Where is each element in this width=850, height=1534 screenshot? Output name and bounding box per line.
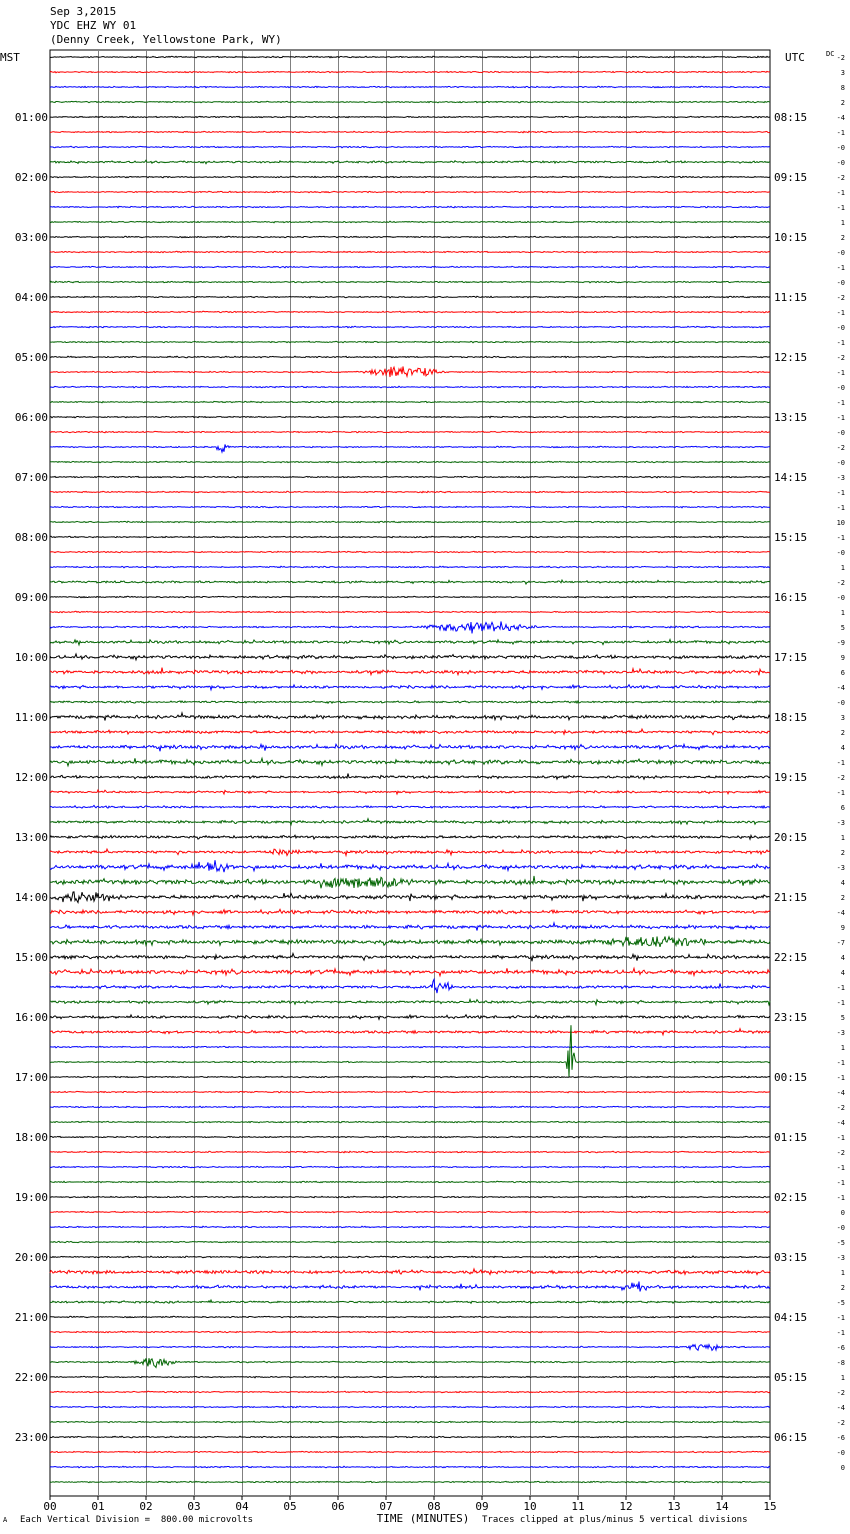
trace-line-28 xyxy=(50,476,770,478)
mst-hour-label: 20:00 xyxy=(14,1251,48,1264)
dc-offset-label: -1 xyxy=(836,264,845,272)
dc-offset-label: 2 xyxy=(840,894,845,902)
plot-date: Sep 3,2015 xyxy=(50,5,117,18)
dc-offset-label: -2 xyxy=(836,774,845,782)
dc-offset-label: -1 xyxy=(836,339,845,347)
x-tick-label: 02 xyxy=(139,1500,153,1513)
trace-line-44 xyxy=(50,713,770,721)
dc-offset-label: -1 xyxy=(836,1179,845,1187)
dc-offset-label: -1 xyxy=(836,1074,845,1082)
trace-line-87 xyxy=(50,1358,770,1367)
dc-offset-label: -5 xyxy=(836,1299,845,1307)
trace-line-43 xyxy=(50,701,770,703)
dc-offset-label: -4 xyxy=(836,684,845,692)
x-tick-label: 09 xyxy=(475,1500,489,1513)
trace-line-70 xyxy=(50,1106,770,1108)
x-tick-label: 00 xyxy=(43,1500,57,1513)
dc-offset-label: -3 xyxy=(836,474,845,482)
dc-offset-label: -3 xyxy=(836,1254,845,1262)
trace-line-68 xyxy=(50,1076,770,1078)
dc-offset-label: -4 xyxy=(836,909,845,917)
dc-offset-label: -3 xyxy=(836,1029,845,1037)
mst-hour-label: 07:00 xyxy=(14,471,48,484)
dc-offset-label: -0 xyxy=(836,549,845,557)
trace-line-50 xyxy=(50,805,770,808)
mst-hour-label: 23:00 xyxy=(14,1431,48,1444)
trace-line-3 xyxy=(50,101,770,103)
utc-hour-label: 04:15 xyxy=(774,1311,808,1324)
trace-line-73 xyxy=(50,1151,770,1153)
trace-line-95 xyxy=(50,1481,770,1483)
axis-labels xyxy=(0,50,845,1525)
mst-hour-label: 04:00 xyxy=(14,291,48,304)
trace-line-54 xyxy=(50,860,770,872)
mst-hour-label: 21:00 xyxy=(14,1311,48,1324)
utc-hour-label: 18:15 xyxy=(774,711,808,724)
mst-hour-label: 05:00 xyxy=(14,351,48,364)
dc-offset-label: -1 xyxy=(836,999,845,1007)
trace-line-9 xyxy=(50,191,770,193)
dc-offset-label: 3 xyxy=(840,69,845,77)
trace-line-62 xyxy=(50,979,770,993)
dc-offset-label: -0 xyxy=(836,1449,845,1457)
trace-line-72 xyxy=(50,1136,770,1138)
dc-offset-label: 2 xyxy=(840,729,845,737)
x-tick-label: 11 xyxy=(571,1500,585,1513)
utc-hour-label: 02:15 xyxy=(774,1191,808,1204)
dc-offset-label: -1 xyxy=(836,759,845,767)
trace-line-33 xyxy=(50,551,770,553)
dc-offset-label: -6 xyxy=(836,1344,845,1352)
utc-hour-label: 01:15 xyxy=(774,1131,808,1144)
dc-offset-label: 2 xyxy=(840,849,845,857)
trace-line-25 xyxy=(50,431,770,433)
dc-offset-label: -4 xyxy=(836,1089,845,1097)
dc-offset-label: 2 xyxy=(840,1284,845,1292)
utc-hour-label: 13:15 xyxy=(774,411,808,424)
dc-offset-label: -8 xyxy=(836,1359,845,1367)
trace-line-69 xyxy=(50,1091,770,1093)
trace-line-51 xyxy=(50,819,770,825)
trace-line-53 xyxy=(50,849,770,855)
utc-hour-label: 21:15 xyxy=(774,891,808,904)
trace-line-55 xyxy=(50,876,770,888)
dc-offset-label: 8 xyxy=(840,84,845,92)
dc-offset-label: -1 xyxy=(836,129,845,137)
dc-offset-label: 1 xyxy=(840,1044,845,1052)
dc-offset-label: -2 xyxy=(836,174,845,182)
trace-line-61 xyxy=(50,968,770,976)
trace-line-16 xyxy=(50,296,770,298)
utc-hour-label: 17:15 xyxy=(774,651,808,664)
trace-line-15 xyxy=(50,281,770,283)
dc-offset-label: 2 xyxy=(840,99,845,107)
trace-line-22 xyxy=(50,386,770,388)
dc-offset-label: 4 xyxy=(840,969,845,977)
dc-offset-label: -2 xyxy=(836,1149,845,1157)
scale-note: Each Vertical Division = 800.00 microvolts xyxy=(20,1515,253,1525)
dc-offset-label: 4 xyxy=(840,954,845,962)
trace-line-36 xyxy=(50,596,770,598)
dc-offset-label: -1 xyxy=(836,1329,845,1337)
dc-offset-label: -2 xyxy=(836,294,845,302)
trace-line-85 xyxy=(50,1331,770,1332)
trace-line-37 xyxy=(50,611,770,612)
trace-line-8 xyxy=(50,176,770,178)
mst-hour-label: 02:00 xyxy=(14,171,48,184)
dc-offset-label: 6 xyxy=(840,669,845,677)
trace-line-76 xyxy=(50,1196,770,1198)
trace-line-26 xyxy=(50,444,770,452)
dc-offset-label: -4 xyxy=(836,1119,845,1127)
dc-offset-label: -1 xyxy=(836,204,845,212)
x-tick-label: 04 xyxy=(235,1500,249,1513)
trace-line-60 xyxy=(50,953,770,961)
dc-offset-label: -1 xyxy=(836,1164,845,1172)
dc-offset-label: 5 xyxy=(840,624,845,632)
dc-offset-label: -1 xyxy=(836,189,845,197)
dc-offset-label: 9 xyxy=(840,654,845,662)
trace-line-21 xyxy=(50,366,770,377)
trace-line-19 xyxy=(50,341,770,343)
utc-hour-label: 09:15 xyxy=(774,171,808,184)
trace-line-41 xyxy=(50,668,770,676)
trace-line-34 xyxy=(50,566,770,568)
dc-offset-label: -2 xyxy=(836,1419,845,1427)
dc-offset-label: -4 xyxy=(836,114,845,122)
dc-offset-label: 1 xyxy=(840,834,845,842)
x-tick-label: 05 xyxy=(283,1500,297,1513)
x-tick-label: 15 xyxy=(763,1500,777,1513)
trace-line-64 xyxy=(50,1015,770,1020)
utc-hour-label: 15:15 xyxy=(774,531,808,544)
dc-offset-label: -3 xyxy=(836,819,845,827)
footer-mark: A xyxy=(3,1516,8,1524)
dc-offset-label: 1 xyxy=(840,1374,845,1382)
station-code: YDC EHZ WY 01 xyxy=(50,19,137,32)
dc-offset-label: -0 xyxy=(836,429,845,437)
dc-offset-label: -1 xyxy=(836,984,845,992)
trace-line-1 xyxy=(50,71,770,73)
trace-line-58 xyxy=(50,923,770,931)
dc-offset-label: -2 xyxy=(836,444,845,452)
trace-line-86 xyxy=(50,1345,770,1351)
trace-line-77 xyxy=(50,1211,770,1213)
dc-offset-label: -0 xyxy=(836,249,845,257)
trace-line-63 xyxy=(50,999,770,1004)
utc-hour-label: 20:15 xyxy=(774,831,808,844)
utc-hour-label: 12:15 xyxy=(774,351,808,364)
trace-line-93 xyxy=(50,1451,770,1452)
trace-line-75 xyxy=(50,1181,770,1183)
trace-line-14 xyxy=(50,266,770,268)
mst-hour-label: 06:00 xyxy=(14,411,48,424)
trace-line-71 xyxy=(50,1121,770,1123)
trace-line-38 xyxy=(50,622,770,634)
dc-offset-label: -0 xyxy=(836,324,845,332)
x-axis-title: TIME (MINUTES) xyxy=(376,1512,470,1525)
mst-axis-label: MST xyxy=(0,51,20,64)
dc-offset-label: -1 xyxy=(836,1134,845,1142)
dc-offset-label: -1 xyxy=(836,504,845,512)
trace-line-20 xyxy=(50,356,770,358)
dc-offset-label: -1 xyxy=(836,1059,845,1067)
mst-hour-label: 17:00 xyxy=(14,1071,48,1084)
mst-hour-label: 14:00 xyxy=(14,891,48,904)
utc-hour-label: 08:15 xyxy=(774,111,808,124)
trace-line-94 xyxy=(50,1466,770,1468)
trace-line-90 xyxy=(50,1406,770,1408)
dc-offset-label: -2 xyxy=(836,354,845,362)
dc-offset-label: 9 xyxy=(840,924,845,932)
trace-line-79 xyxy=(50,1241,770,1242)
trace-line-6 xyxy=(50,146,770,148)
trace-line-84 xyxy=(50,1316,770,1318)
mst-hour-label: 16:00 xyxy=(14,1011,48,1024)
trace-line-29 xyxy=(50,491,770,493)
mst-hour-label: 18:00 xyxy=(14,1131,48,1144)
utc-hour-label: 11:15 xyxy=(774,291,808,304)
trace-line-46 xyxy=(50,744,770,751)
dc-offset-label: 0 xyxy=(840,1464,845,1472)
trace-line-30 xyxy=(50,506,770,508)
utc-hour-label: 05:15 xyxy=(774,1371,808,1384)
utc-hour-label: 16:15 xyxy=(774,591,808,604)
mst-hour-label: 11:00 xyxy=(14,711,48,724)
trace-line-18 xyxy=(50,326,770,328)
trace-line-10 xyxy=(50,206,770,208)
dc-offset-label: -0 xyxy=(836,144,845,152)
utc-hour-label: 03:15 xyxy=(774,1251,808,1264)
trace-line-40 xyxy=(50,654,770,660)
dc-offset-label: -1 xyxy=(836,414,845,422)
dc-offset-label: -0 xyxy=(836,699,845,707)
trace-line-89 xyxy=(50,1391,770,1393)
dc-offset-label: -1 xyxy=(836,789,845,797)
dc-header-label: DC xyxy=(826,50,835,58)
trace-line-42 xyxy=(50,685,770,690)
trace-line-24 xyxy=(50,416,770,418)
dc-offset-label: -1 xyxy=(836,309,845,317)
mst-hour-label: 01:00 xyxy=(14,111,48,124)
mst-hour-label: 03:00 xyxy=(14,231,48,244)
dc-offset-label: 1 xyxy=(840,609,845,617)
utc-hour-label: 14:15 xyxy=(774,471,808,484)
trace-line-47 xyxy=(50,758,770,766)
trace-line-92 xyxy=(50,1436,770,1438)
dc-offset-label: -0 xyxy=(836,1224,845,1232)
dc-offset-label: -1 xyxy=(836,489,845,497)
trace-line-78 xyxy=(50,1226,770,1228)
dc-offset-label: -0 xyxy=(836,279,845,287)
trace-line-12 xyxy=(50,236,770,238)
dc-offset-label: -2 xyxy=(836,579,845,587)
mst-hour-label: 22:00 xyxy=(14,1371,48,1384)
mst-hour-label: 13:00 xyxy=(14,831,48,844)
dc-offset-label: 1 xyxy=(840,564,845,572)
dc-offset-label: 0 xyxy=(840,1209,845,1217)
trace-line-82 xyxy=(50,1282,770,1292)
utc-hour-label: 00:15 xyxy=(774,1071,808,1084)
dc-offset-label: -1 xyxy=(836,369,845,377)
mst-hour-label: 19:00 xyxy=(14,1191,48,1204)
dc-offset-label: -4 xyxy=(836,1404,845,1412)
trace-line-39 xyxy=(50,640,770,645)
utc-hour-label: 23:15 xyxy=(774,1011,808,1024)
trace-line-49 xyxy=(50,790,770,794)
dc-offset-label: 4 xyxy=(840,879,845,887)
trace-line-81 xyxy=(50,1269,770,1275)
trace-line-11 xyxy=(50,221,770,223)
dc-offset-label: -1 xyxy=(836,1194,845,1202)
trace-line-17 xyxy=(50,311,770,313)
x-tick-label: 12 xyxy=(619,1500,633,1513)
trace-line-52 xyxy=(50,835,770,839)
mst-hour-label: 12:00 xyxy=(14,771,48,784)
dc-offset-label: 1 xyxy=(840,1269,845,1277)
trace-line-66 xyxy=(50,1046,770,1048)
trace-line-7 xyxy=(50,160,770,164)
dc-offset-label: -7 xyxy=(836,939,845,947)
dc-offset-label: -2 xyxy=(836,54,845,62)
dc-offset-label: -1 xyxy=(836,1314,845,1322)
trace-line-4 xyxy=(50,116,770,118)
trace-line-27 xyxy=(50,461,770,463)
dc-offset-label: -0 xyxy=(836,594,845,602)
mst-hour-label: 09:00 xyxy=(14,591,48,604)
seismic-traces xyxy=(50,56,770,1483)
trace-line-56 xyxy=(50,892,770,903)
trace-line-5 xyxy=(50,131,770,133)
trace-line-88 xyxy=(50,1376,770,1378)
dc-offset-label: -1 xyxy=(836,399,845,407)
dc-offset-label: -6 xyxy=(836,1434,845,1442)
dc-offset-label: 4 xyxy=(840,744,845,752)
utc-axis-label: UTC xyxy=(785,51,805,64)
x-tick-label: 01 xyxy=(91,1500,105,1513)
station-location: (Denny Creek, Yellowstone Park, WY) xyxy=(50,33,282,46)
trace-line-23 xyxy=(50,401,770,403)
dc-offset-label: -0 xyxy=(836,159,845,167)
trace-line-91 xyxy=(50,1421,770,1423)
mst-hour-label: 10:00 xyxy=(14,651,48,664)
dc-offset-label: -0 xyxy=(836,459,845,467)
x-tick-label: 08 xyxy=(427,1500,441,1513)
trace-line-83 xyxy=(50,1300,770,1303)
dc-offset-label: -2 xyxy=(836,1389,845,1397)
dc-offset-label: 2 xyxy=(840,234,845,242)
utc-hour-label: 22:15 xyxy=(774,951,808,964)
trace-line-31 xyxy=(50,521,770,523)
trace-line-0 xyxy=(50,56,770,58)
dc-offset-label: -9 xyxy=(836,639,845,647)
trace-line-80 xyxy=(50,1256,770,1258)
trace-line-45 xyxy=(50,729,770,735)
x-tick-label: 06 xyxy=(331,1500,345,1513)
dc-offset-label: 1 xyxy=(840,219,845,227)
utc-hour-label: 10:15 xyxy=(774,231,808,244)
utc-hour-label: 06:15 xyxy=(774,1431,808,1444)
x-tick-label: 07 xyxy=(379,1500,393,1513)
dc-offset-label: -5 xyxy=(836,1239,845,1247)
dc-offset-label: 6 xyxy=(840,804,845,812)
trace-line-74 xyxy=(50,1166,770,1168)
dc-offset-label: 5 xyxy=(840,1014,845,1022)
mst-hour-label: 15:00 xyxy=(14,951,48,964)
x-tick-label: 14 xyxy=(715,1500,729,1513)
dc-offset-label: -1 xyxy=(836,534,845,542)
trace-line-59 xyxy=(50,937,770,947)
dc-offset-label: -2 xyxy=(836,1104,845,1112)
dc-offset-label: 10 xyxy=(836,519,845,527)
x-tick-label: 03 xyxy=(187,1500,201,1513)
dc-offset-label: -0 xyxy=(836,384,845,392)
x-tick-label: 13 xyxy=(667,1500,681,1513)
x-tick-label: 10 xyxy=(523,1500,537,1513)
clip-note: Traces clipped at plus/minus 5 vertical divisions xyxy=(482,1515,748,1525)
dc-offset-label: 3 xyxy=(840,714,845,722)
trace-line-13 xyxy=(50,251,770,252)
trace-line-32 xyxy=(50,536,770,538)
trace-line-35 xyxy=(50,580,770,584)
dc-offset-label: -3 xyxy=(836,864,845,872)
trace-line-65 xyxy=(50,1029,770,1035)
trace-line-2 xyxy=(50,86,770,87)
trace-line-48 xyxy=(50,774,770,780)
mst-hour-label: 08:00 xyxy=(14,531,48,544)
trace-line-57 xyxy=(50,909,770,915)
utc-hour-label: 19:15 xyxy=(774,771,808,784)
